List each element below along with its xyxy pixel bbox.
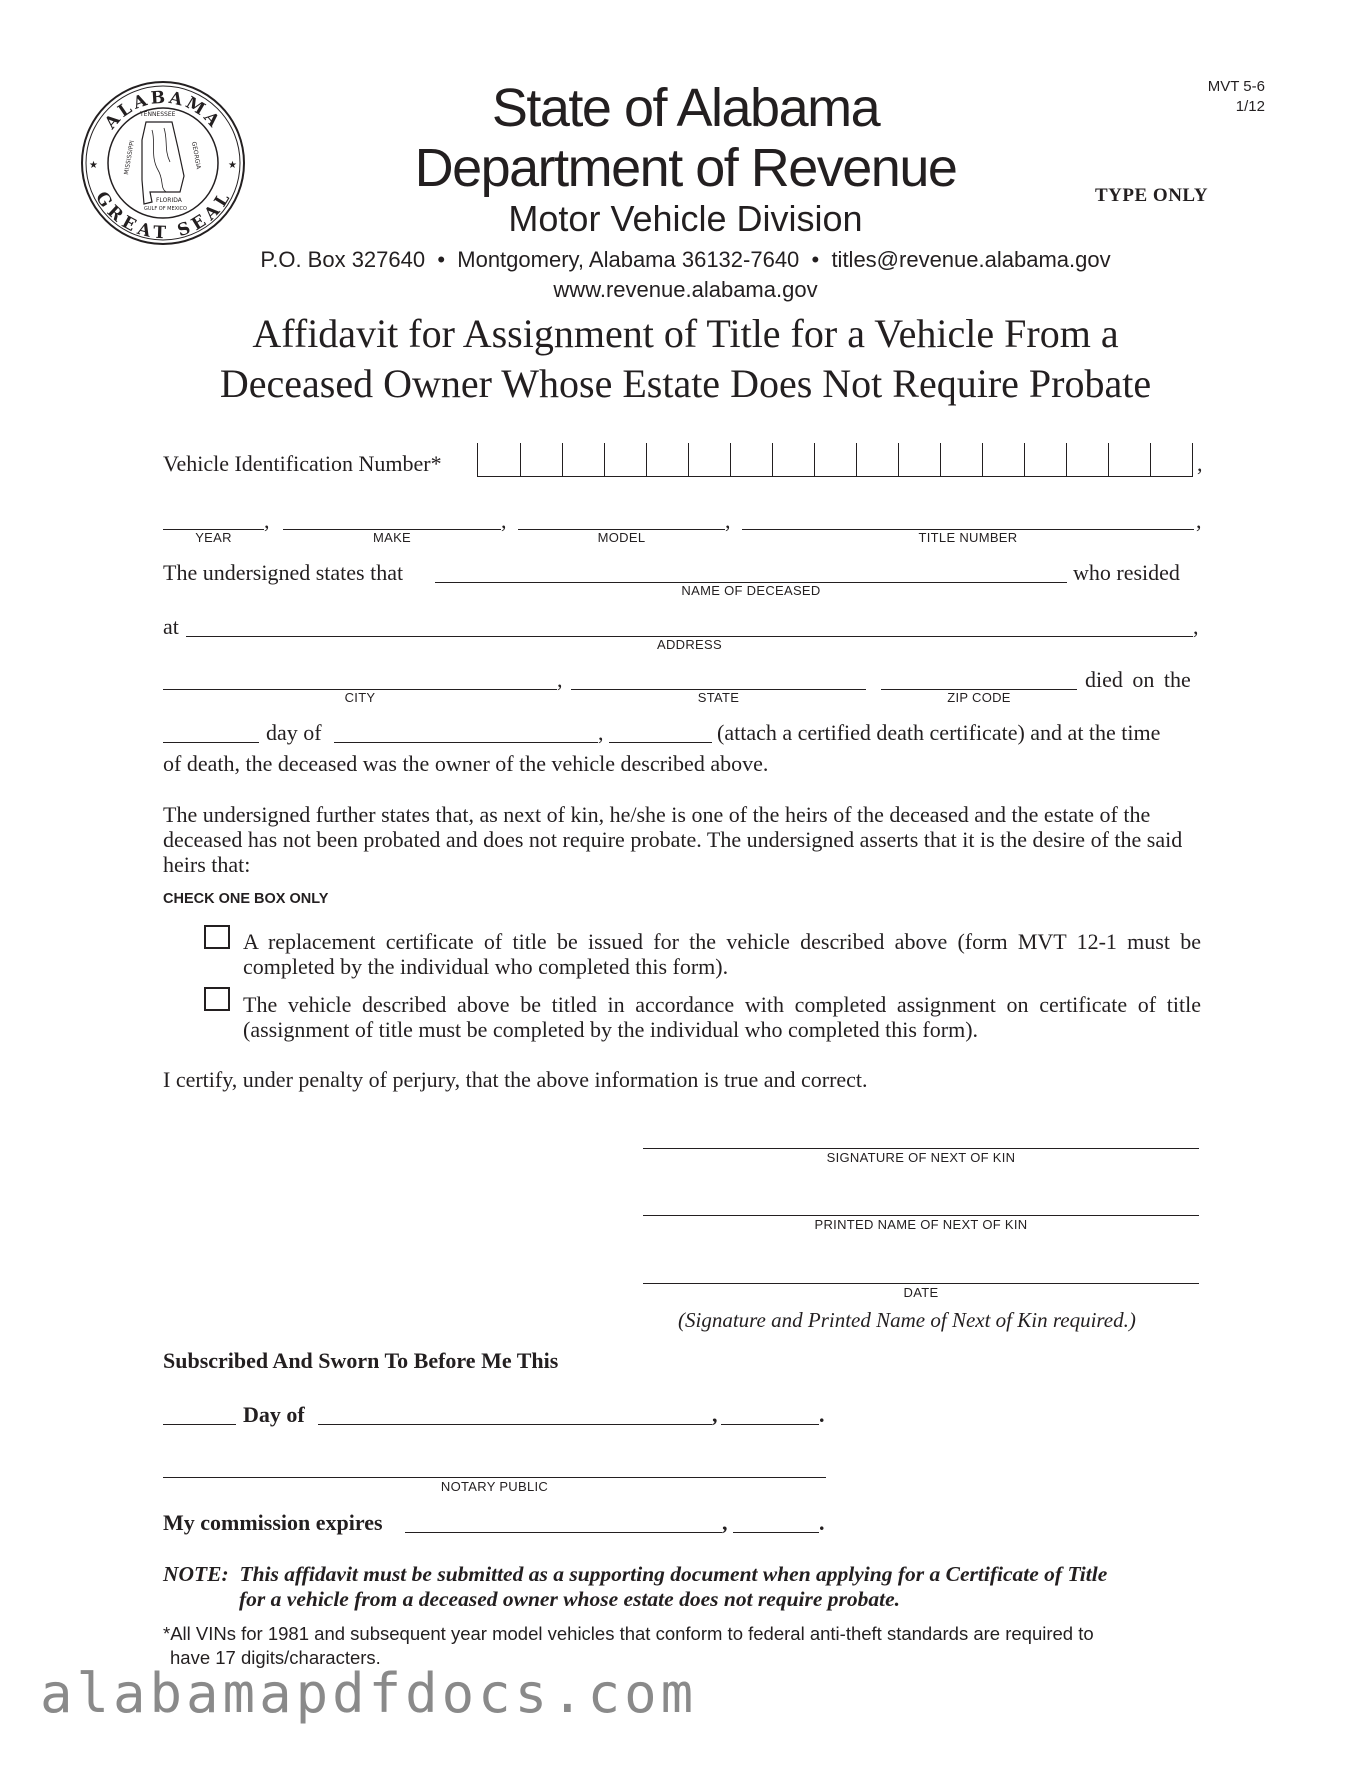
commission-year-field[interactable] — [733, 1532, 819, 1533]
footnote-line2: have 17 digits/characters. — [170, 1647, 381, 1668]
vin-box-divider — [772, 443, 773, 476]
printed-name-caption: PRINTED NAME OF NEXT OF KIN — [814, 1217, 1028, 1232]
title-number-caption: TITLE NUMBER — [918, 530, 1018, 545]
sworn-heading: Subscribed And Sworn To Before Me This — [163, 1348, 559, 1373]
vin-label: Vehicle Identification Number* — [163, 451, 442, 476]
signature-note: (Signature and Printed Name of Next of Kin required.) — [678, 1308, 1136, 1332]
vin-box-divider — [814, 443, 815, 476]
header-division: Motor Vehicle Division — [508, 198, 863, 239]
signature-field[interactable] — [643, 1148, 1199, 1149]
note-label: NOTE: — [163, 1562, 229, 1586]
form-code: MVT 5-6 — [1207, 78, 1265, 95]
vin-box-divider — [856, 443, 857, 476]
printed-name-field[interactable] — [643, 1215, 1199, 1216]
form-revision: 1/12 — [1235, 98, 1265, 115]
svg-text:TENNESSEE: TENNESSEE — [140, 111, 176, 118]
vin-box-divider — [898, 443, 899, 476]
header-address: P.O. Box 327640 • Montgomery, Alabama 36132-7640 • titles@revenue.alabama.gov — [260, 247, 1111, 272]
replacement-title-checkbox[interactable] — [204, 925, 230, 949]
vin-box-divider — [646, 443, 647, 476]
vin-input[interactable] — [477, 443, 1193, 477]
svg-text:★: ★ — [89, 160, 98, 171]
name-of-deceased-caption: NAME OF DECEASED — [681, 583, 821, 598]
form-title-line2: Deceased Owner Whose Estate Does Not Require Probate — [219, 361, 1152, 406]
svg-text:ALABAMA: ALABAMA — [100, 87, 226, 134]
at-text: at — [163, 614, 179, 639]
city-caption: CITY — [344, 690, 376, 705]
sworn-month-field[interactable] — [318, 1424, 712, 1425]
address-caption: ADDRESS — [657, 637, 722, 652]
vin-comma: , — [1197, 451, 1203, 476]
vin-box-divider — [1150, 443, 1151, 476]
sworn-day-of-text: Day of — [243, 1402, 305, 1427]
svg-text:GULF OF MEXICO: GULF OF MEXICO — [144, 206, 187, 212]
death-day-field[interactable] — [163, 742, 259, 743]
assignment-title-checkbox[interactable] — [204, 987, 230, 1011]
notary-public-caption: NOTARY PUBLIC — [440, 1479, 549, 1494]
vin-box-divider — [604, 443, 605, 476]
death-month-field[interactable] — [334, 742, 598, 743]
day-of-text: day of — [266, 720, 322, 745]
vin-box-divider — [1066, 443, 1067, 476]
further-statement: The undersigned further states that, as next of kin, he/she is one of the heirs of the deceased and the estate of the deceased has not been probated and does not require probate. The undersigned asserts that it is the desire of the said heirs that: — [163, 802, 1183, 877]
svg-text:FLORIDA: FLORIDA — [156, 197, 182, 204]
header-website: www.revenue.alabama.gov — [553, 277, 818, 302]
svg-text:GEORGIA: GEORGIA — [190, 141, 202, 170]
vin-box-divider — [1024, 443, 1025, 476]
date-caption: DATE — [903, 1285, 939, 1300]
state-caption: STATE — [697, 690, 740, 705]
note-block — [163, 1562, 1223, 1587]
notary-public-field[interactable] — [163, 1477, 826, 1478]
model-caption: MODEL — [597, 530, 646, 545]
date-field[interactable] — [643, 1283, 1199, 1284]
died-on-text: died on the — [1085, 667, 1191, 692]
owner-text: of death, the deceased was the owner of the vehicle described above. — [163, 751, 769, 776]
zip-code-caption: ZIP CODE — [947, 690, 1011, 705]
vin-box-divider — [982, 443, 983, 476]
year-caption: YEAR — [195, 530, 232, 545]
vin-box-divider — [1108, 443, 1109, 476]
vin-box-divider — [688, 443, 689, 476]
header-state: State of Alabama — [491, 78, 880, 138]
type-only-label: TYPE ONLY — [1095, 185, 1209, 206]
commission-date-field[interactable] — [405, 1532, 722, 1533]
certify-statement: I certify, under penalty of perjury, that the above information is true and correct. — [163, 1067, 868, 1092]
make-caption: MAKE — [372, 530, 412, 545]
header-department: Department of Revenue — [414, 138, 957, 198]
who-resided-text: who resided — [1073, 560, 1180, 585]
note-line1: This affidavit must be submitted as a supporting document when applying for a Certificate of Title — [239, 1562, 1108, 1586]
replacement-title-text: A replacement certificate of title be issued for the vehicle described above (form MVT 12-1 must be completed by the individual who completed this form). — [243, 929, 1201, 979]
sworn-day-field[interactable] — [163, 1424, 236, 1425]
watermark: alabamapdfdocs.com — [40, 1662, 698, 1725]
vin-box-divider — [562, 443, 563, 476]
svg-text:GREAT SEAL: GREAT SEAL — [91, 188, 236, 244]
note-line2: for a vehicle from a deceased owner whose estate does not require probate. — [239, 1587, 901, 1611]
vin-box-divider — [730, 443, 731, 476]
signature-caption: SIGNATURE OF NEXT OF KIN — [826, 1150, 1016, 1165]
check-one-label: CHECK ONE BOX ONLY — [163, 891, 329, 907]
commission-text: My commission expires — [163, 1510, 383, 1535]
death-year-field[interactable] — [609, 742, 712, 743]
sworn-year-field[interactable] — [721, 1424, 819, 1425]
vin-box-divider — [940, 443, 941, 476]
form-title-line1: Affidavit for Assignment of Title for a Vehicle From a — [252, 311, 1119, 356]
footnote-line1: *All VINs for 1981 and subsequent year model vehicles that conform to federal anti-theft standards are required to — [163, 1623, 1094, 1644]
svg-text:MISSISSIPPI: MISSISSIPPI — [123, 139, 137, 176]
vin-box-divider — [520, 443, 521, 476]
attach-certificate-text: (attach a certified death certificate) and at the time — [717, 720, 1161, 745]
svg-text:★: ★ — [228, 160, 237, 171]
undersigned-text: The undersigned states that — [163, 560, 404, 585]
assignment-title-text: The vehicle described above be titled in accordance with completed assignment on certificate of title (assignment of title must be completed by the individual who completed this form). — [243, 992, 1201, 1042]
